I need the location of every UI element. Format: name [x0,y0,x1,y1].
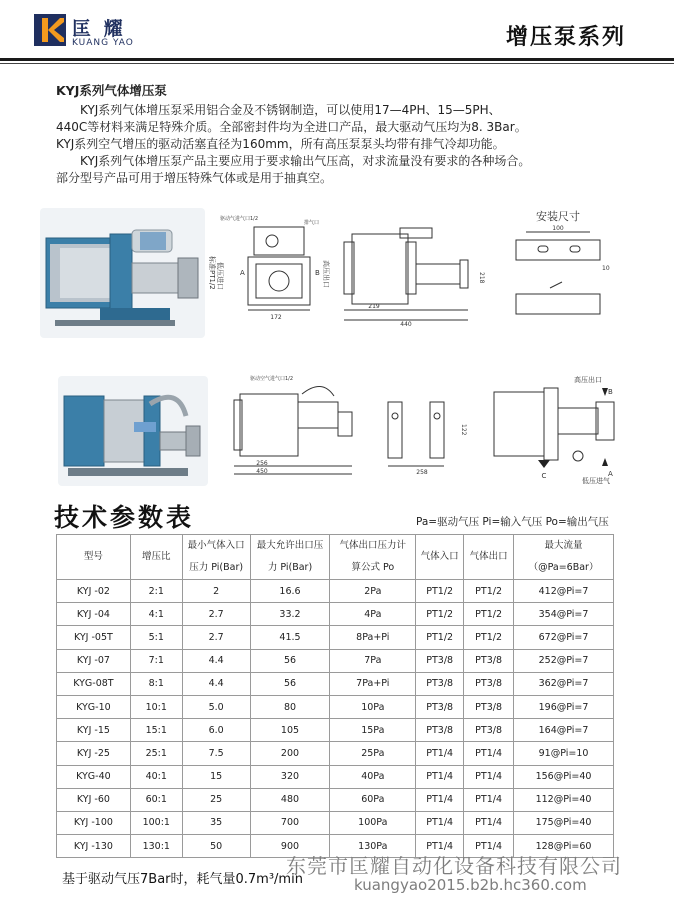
table-cell: 2.7 [182,626,250,649]
watermark-company: 东莞市匡耀自动化设备科技有限公司 [286,854,622,878]
header-line: 最大允许出口压 [256,540,324,551]
hp-outlet-label: 高压出口 [574,376,602,384]
header-line: 气体出口 [469,551,508,562]
table-cell: KYJ -15 [57,719,131,742]
table-cell: 25Pa [330,742,416,765]
table-cell: 320 [250,765,330,788]
table-cell: 41.5 [250,626,330,649]
intro-line: KYJ系列气体增压泵产品主要应用于要求输出气压高，对求流量没有要求的各种场合。 [80,154,531,168]
table-cell: 80 [250,695,330,718]
table-cell: 33.2 [250,603,330,626]
table-cell: 354@Pi=7 [514,603,614,626]
table-cell: 40:1 [130,765,182,788]
header-line: 气体出口压力计 [339,540,407,551]
header-rule [0,58,674,61]
table-cell: 900 [250,835,330,858]
table-cell: 164@Pi=7 [514,719,614,742]
table-cell: 112@Pi=40 [514,788,614,811]
lp-inlet-label-2: 低压进气 [582,477,610,485]
table-cell: PT1/4 [416,835,464,858]
table-cell: PT3/8 [416,695,464,718]
table-cell: PT1/2 [464,603,514,626]
mark-c: C [541,472,547,480]
table-cell: 2Pa [330,580,416,603]
table-cell: 15 [182,765,250,788]
table-cell: 7.5 [182,742,250,765]
table-cell: KYG-40 [57,765,131,788]
header-line: 型号 [83,551,103,562]
header-rule-thin [0,63,674,64]
table-cell: 5:1 [130,626,182,649]
intro-line: 部分型号产品可用于增压特殊气体或是用于抽真空。 [56,171,333,185]
table-cell: 5.0 [182,695,250,718]
table-header-cell [130,535,182,580]
watermark-url: kuangyao2015.b2b.hc360.com [354,876,587,894]
table-cell: 4:1 [130,603,182,626]
table-cell: 8Pa+Pi [330,626,416,649]
table-cell: KYJ -02 [57,580,131,603]
dim-172: 172 [270,314,282,321]
table-row [57,695,614,718]
table-cell: 35 [182,811,250,834]
table-cell: PT3/8 [416,672,464,695]
header-line: 最大流量 [544,540,583,551]
table-header-cell [464,535,514,580]
table-cell: KYG-08T [57,672,131,695]
table-cell: 100Pa [330,811,416,834]
technical-drawing-4 [374,382,474,477]
dim-100: 100 [552,225,564,232]
table-cell: 196@Pi=7 [514,695,614,718]
table-cell: KYJ -60 [57,788,131,811]
table-header-row [57,535,614,580]
intro-heading: KYJ系列气体增压泵 [56,83,167,98]
header-line: 增压比 [142,551,171,562]
table-cell: PT1/2 [416,626,464,649]
table-cell: 7Pa [330,649,416,672]
table-cell: PT3/8 [416,649,464,672]
table-cell: 25:1 [130,742,182,765]
table-row [57,719,614,742]
table-row [57,742,614,765]
table-cell: 4.4 [182,672,250,695]
table-row [57,765,614,788]
table-cell: 130:1 [130,835,182,858]
product-photo-2 [58,376,208,486]
mark-a: A [240,269,245,277]
table-row [57,580,614,603]
table-cell: PT1/4 [464,788,514,811]
params-title: 技术参数表 [54,503,195,532]
intro-line: 440C等材料来满足特殊介质。全部密封件均为全进口产品，最大驱动气压均为8. 3Bar。 [56,120,527,134]
technical-drawing-3 [222,372,367,480]
table-cell: 6.0 [182,719,250,742]
table-header-cell [250,535,330,580]
table-row [57,649,614,672]
drive-inlet-label: 驱动气进气口1/2 [220,216,259,222]
table-cell: 60:1 [130,788,182,811]
page-header [0,0,674,62]
intro-line: KYJ系列空气增压的驱动活塞直径为160mm，所有高压泵泵头均带有排气冷却功能。 [56,137,505,151]
table-cell: 10Pa [330,695,416,718]
pt-left-label: 标准PT1/2 [208,256,216,290]
table-cell: 2 [182,580,250,603]
table-cell: KYJ -130 [57,835,131,858]
header-line: 力 Pi(Bar) [267,562,313,573]
table-cell: 50 [182,835,250,858]
technical-drawing-5 [478,372,628,484]
outlet-label: 高压出口 [322,260,330,288]
table-cell: PT1/2 [416,603,464,626]
product-photo-1 [40,208,205,338]
intro-line: KYJ系列气体增压泵采用铝合金及不锈钢制造，可以使用17—4PH、15—5PH、 [80,103,501,117]
footnote: 基于驱动气压7Bar时，耗气量0.7m³/min [62,872,303,887]
company-name-cn: 匡 耀 [72,18,126,40]
table-header-cell [514,535,614,580]
table-cell: PT1/4 [416,742,464,765]
table-cell: PT1/4 [464,811,514,834]
table-row [57,788,614,811]
header-line: 压力 Pi(Bar) [189,562,244,573]
table-cell: 40Pa [330,765,416,788]
table-cell: 8:1 [130,672,182,695]
table-cell: PT3/8 [464,695,514,718]
table-cell: 7:1 [130,649,182,672]
company-name-en: KUANG YAO [72,38,134,48]
table-cell: 175@Pi=40 [514,811,614,834]
dim-218: 218 [478,272,485,284]
table-row [57,626,614,649]
table-cell: PT3/8 [464,719,514,742]
table-cell: 130Pa [330,835,416,858]
dim-450: 450 [256,468,268,475]
table-cell: KYJ -05T [57,626,131,649]
table-cell: 700 [250,811,330,834]
table-cell: 128@Pi=60 [514,835,614,858]
series-title: 增压泵系列 [505,25,626,50]
table-cell: KYJ -25 [57,742,131,765]
table-cell: 412@Pi=7 [514,580,614,603]
table-cell: 480 [250,788,330,811]
table-cell: 156@Pi=40 [514,765,614,788]
table-header-cell [182,535,250,580]
table-cell: PT1/4 [416,788,464,811]
table-cell: PT3/8 [464,649,514,672]
table-cell: 2:1 [130,580,182,603]
table-cell: 362@Pi=7 [514,672,614,695]
table-header-cell [416,535,464,580]
table-header-cell [330,535,416,580]
header-line: 最小气体入口 [187,540,245,551]
table-cell: 15:1 [130,719,182,742]
table-cell: PT1/4 [464,742,514,765]
table-cell: 25 [182,788,250,811]
table-cell: 200 [250,742,330,765]
table-cell: PT3/8 [416,719,464,742]
params-legend: Pa=驱动气压 Pi=输入气压 Po=输出气压 [416,516,609,528]
table-cell: 7Pa+Pi [330,672,416,695]
header-line: 气体入口 [420,551,459,562]
table-cell: 16.6 [250,580,330,603]
table-cell: PT1/4 [464,835,514,858]
dim-10: 10 [602,265,610,272]
table-cell: 15Pa [330,719,416,742]
table-header-cell [57,535,131,580]
dim-256: 256 [256,460,268,467]
table-row [57,672,614,695]
table-cell: 56 [250,649,330,672]
header-line: （@Pa=6Bar） [528,562,599,573]
table-cell: PT1/2 [416,580,464,603]
table-cell: KYG-10 [57,695,131,718]
table-cell: KYJ -04 [57,603,131,626]
install-title: 安装尺寸 [536,210,580,223]
table-cell: KYJ -07 [57,649,131,672]
drive-inlet-label-2: 驱动空气进气口1/2 [250,376,294,382]
table-cell: PT1/4 [416,811,464,834]
table-cell: 2.7 [182,603,250,626]
table-cell: PT1/4 [416,765,464,788]
intro-section [56,82,636,187]
technical-drawing-side [330,222,495,327]
table-cell: 56 [250,672,330,695]
table-cell: PT1/2 [464,580,514,603]
spec-table [56,534,614,858]
table-cell: 10:1 [130,695,182,718]
table-cell: PT1/4 [464,765,514,788]
table-cell: 60Pa [330,788,416,811]
table-cell: PT1/2 [464,626,514,649]
header-line: 算公式 Po [351,562,395,573]
table-cell: PT3/8 [464,672,514,695]
lp-inlet-label: 低压进口 [216,262,224,290]
table-cell: 100:1 [130,811,182,834]
mark-a-2: A [608,470,613,478]
table-row [57,811,614,834]
dim-258: 258 [416,469,428,476]
table-row [57,603,614,626]
table-cell: KYJ -100 [57,811,131,834]
table-cell: 105 [250,719,330,742]
table-cell: 4.4 [182,649,250,672]
technical-drawing-front [208,212,337,322]
dim-440: 440 [400,321,412,328]
dim-219: 219 [368,303,380,310]
table-cell: 4Pa [330,603,416,626]
table-cell: 672@Pi=7 [514,626,614,649]
install-size-drawing [498,208,618,318]
table-cell: 252@Pi=7 [514,649,614,672]
mark-b: B [315,269,320,277]
company-logo [34,14,66,46]
exhaust-label: 排气口 [304,220,320,226]
table-cell: 91@Pi=10 [514,742,614,765]
mark-b-2: B [608,388,613,396]
dim-122: 122 [460,424,467,436]
